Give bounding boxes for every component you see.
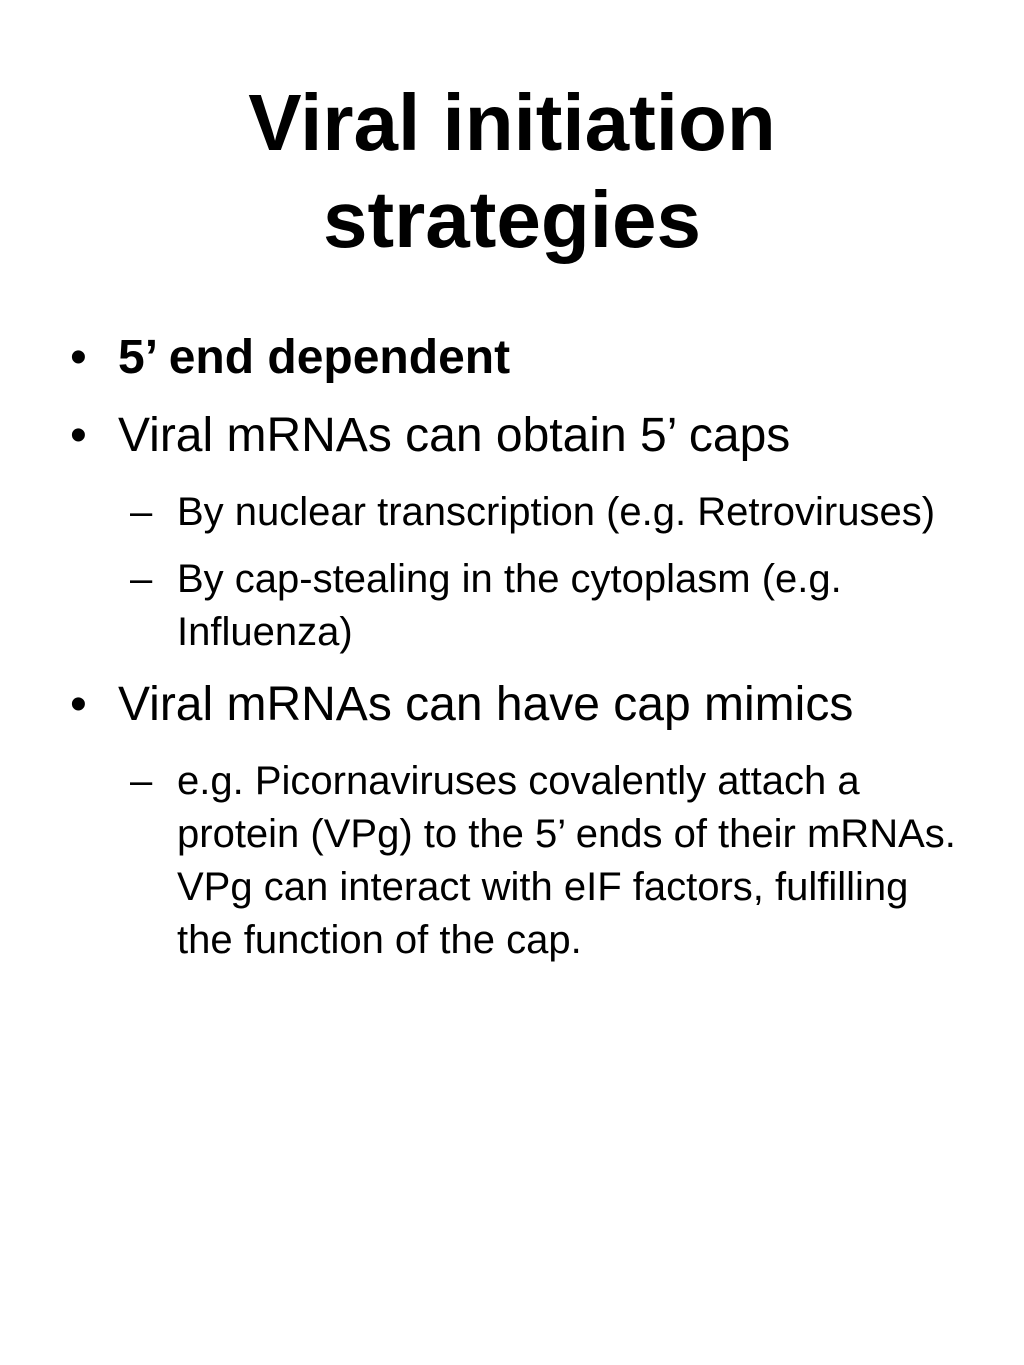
bullet-marker: • [70,409,87,462]
sub-bullet-item [0,755,1024,967]
slide-title-line-2: strategies [323,175,701,264]
sub-bullet-item [0,486,1024,539]
bullet-marker: • [70,331,87,384]
sub-bullet-item [0,553,1024,659]
sub-bullet-text: By nuclear transcription (e.g. Retroviruses) [177,490,936,534]
bullet-item [0,677,1024,733]
slide-title [0,74,1024,268]
slide-body [0,330,1024,981]
dash-marker: – [130,759,153,803]
bullet-item [0,330,1024,386]
sub-bullet-text: By cap-stealing in the cytoplasm (e.g. Influenza) [177,557,842,654]
bullet-marker: • [70,678,87,731]
bullet-text: 5’ end dependent [118,331,511,384]
bullet-text: Viral mRNAs can have cap mimics [118,678,854,731]
slide-title-line-1: Viral initiation [248,78,776,167]
bullet-text: Viral mRNAs can obtain 5’ caps [118,409,791,462]
sub-bullet-text: e.g. Picornaviruses covalently attach a protein (VPg) to the 5’ ends of their mRNAs. VPg can interact with eIF factors, fulfilling the function of the cap. [177,759,979,962]
bullet-item [0,408,1024,464]
dash-marker: – [130,557,153,601]
dash-marker: – [130,490,153,534]
